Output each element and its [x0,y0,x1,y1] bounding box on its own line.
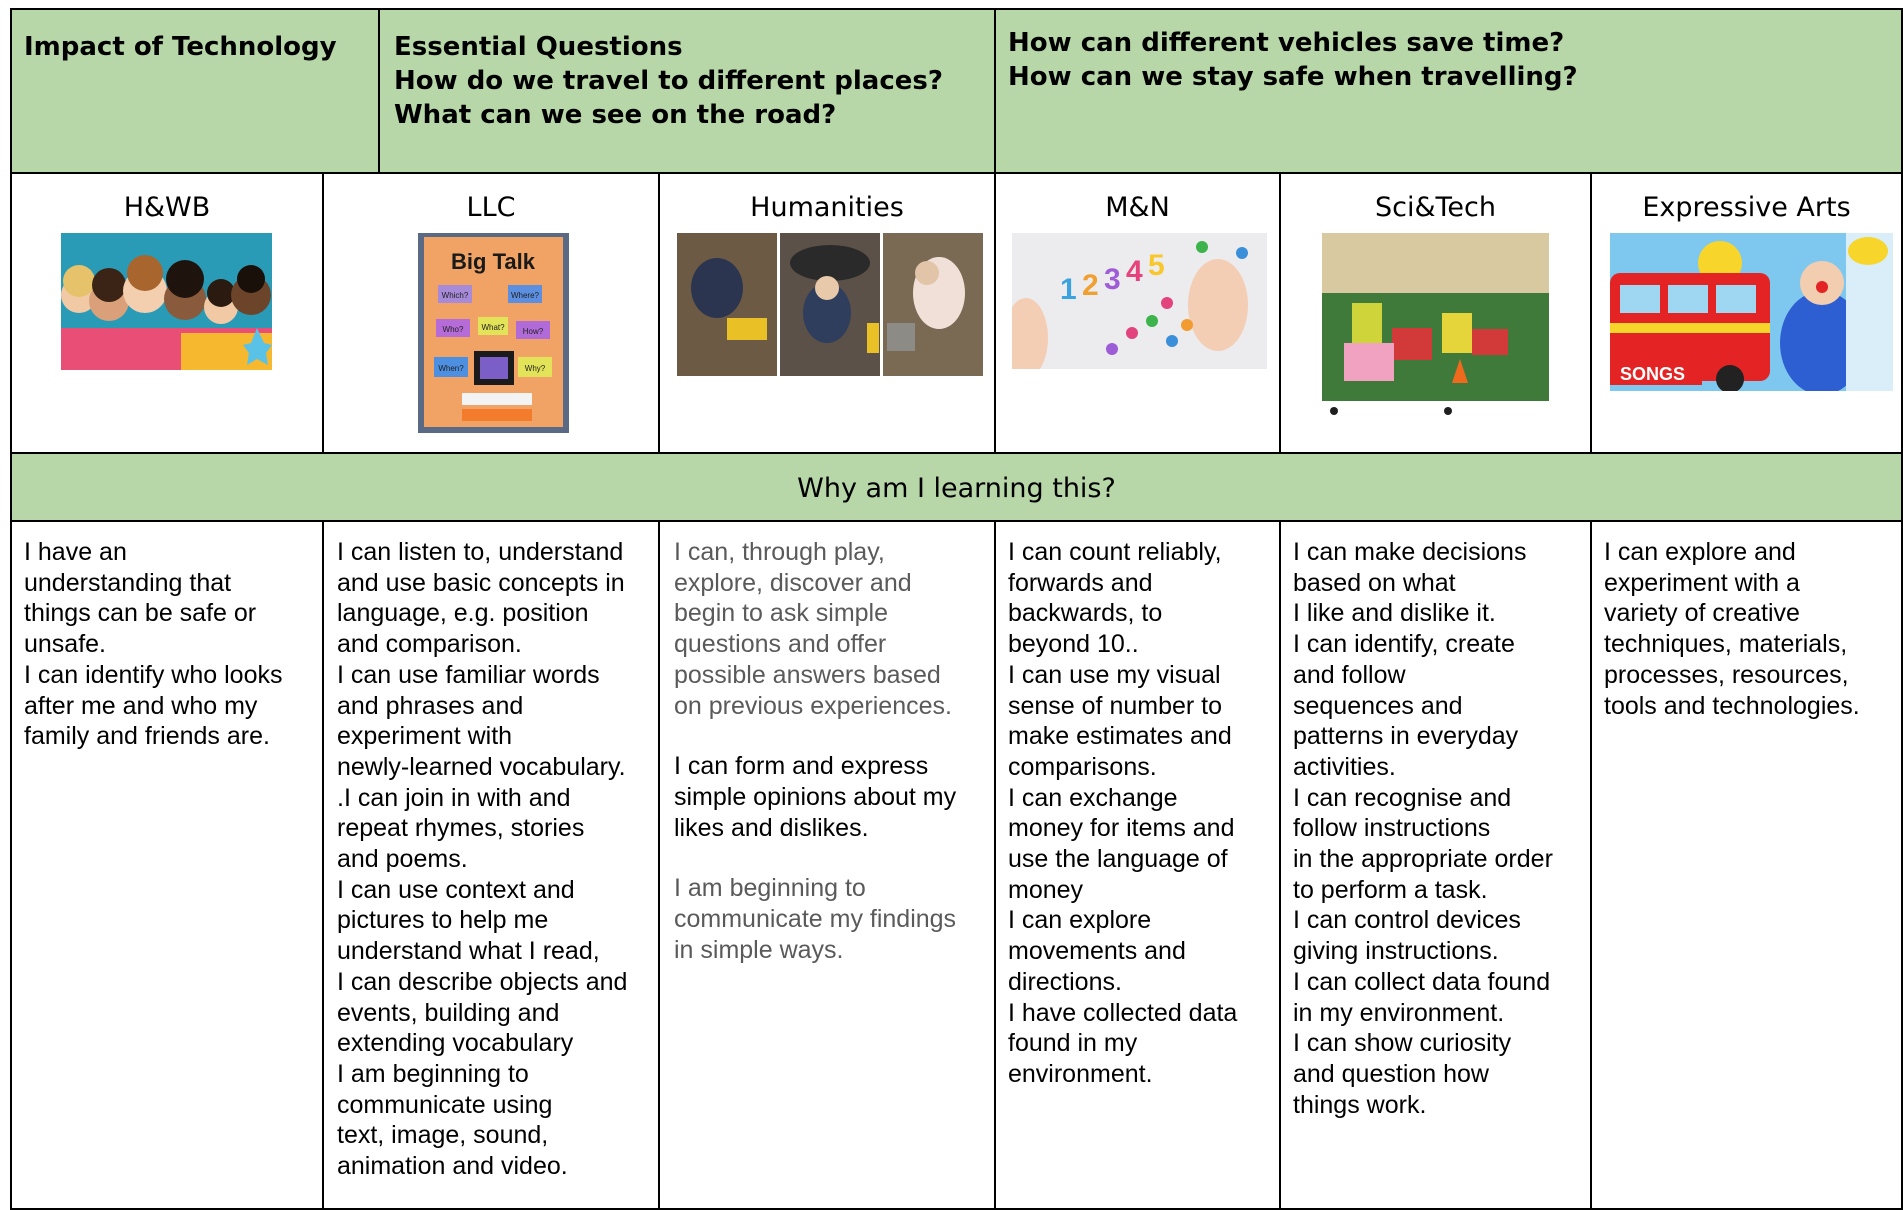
llc-line: I can listen to, understand [337,538,624,566]
scitech-line: I can collect data found [1293,967,1551,996]
humanities-line: communicate my findings [674,905,957,934]
hwb-line: I have an [24,538,127,566]
llc-line: text, image, sound, [337,1121,549,1150]
paragraph-gap [674,843,994,873]
essential-question-2: What can we see on the road? [394,100,837,130]
header-essential-questions-cell [378,8,996,174]
subject-cell-scitech [1279,172,1592,454]
expressive-line: variety of creative [1604,599,1800,628]
humanities-line: explore, discover and [674,568,912,597]
humanities-line: I can form and express [674,752,929,781]
mn-line: I can count reliably, [1008,538,1222,566]
hwb-line: after me and who my [24,691,258,720]
mn-line: money [1008,875,1084,904]
humanities-line: likes and dislikes. [674,813,869,842]
llc-line: and phrases and [337,691,524,720]
llc-line: and use basic concepts in [337,568,625,597]
scitech-line: I like and dislike it. [1293,599,1496,628]
number-blocks-photo [1012,233,1267,369]
scitech-line: follow instructions [1293,814,1491,843]
expressive-outcomes [1592,522,1901,721]
scitech-line: I can identify, create [1293,630,1515,659]
expressive-line: techniques, materials, [1604,630,1848,659]
expressive-line: tools and technologies. [1604,691,1860,720]
scitech-line: I can show curiosity [1293,1029,1512,1058]
paragraph-gap [674,721,994,751]
mn-line: directions. [1008,967,1122,996]
humanities-line: in simple ways. [674,935,844,964]
mr-tumble-songs-image [1610,233,1893,391]
card-how: How? [522,327,544,336]
llc-line: I can use familiar words [337,660,600,689]
llc-line: experiment with [337,722,513,751]
children-photo [61,233,272,370]
subject-title-mn: M&N [1105,192,1170,223]
children-playing-photos [677,233,983,376]
llc-line: newly-learned vocabulary. [337,752,626,781]
hwb-line: understanding that [24,568,232,597]
mn-outcomes [996,522,1279,1090]
hwb-line: things can be safe or [24,599,257,628]
content-cell-llc [322,520,660,1210]
card-who: Who? [442,325,464,334]
card-where: Where? [510,291,540,300]
expressive-line: processes, resources, [1604,660,1849,689]
card-when: When? [438,364,464,373]
llc-line: understand what I read, [337,937,600,966]
scitech-line: I can control devices [1293,906,1521,935]
scitech-line: to perform a task. [1293,875,1488,904]
llc-line: communicate using [337,1090,553,1119]
why-learning-label: Why am I learning this? [797,473,1116,504]
hwb-line: family and friends are. [24,722,270,751]
scitech-line: based on what [1293,568,1456,597]
essential-question-1: How do we travel to different places? [394,66,943,96]
question-vehicles: How can different vehicles save time? [1008,28,1565,58]
scitech-line: in my environment. [1293,998,1505,1027]
mn-line: backwards, to [1008,599,1163,628]
mn-line: I can exchange [1008,783,1178,812]
scitech-line: giving instructions. [1293,937,1499,966]
scitech-line: in the appropriate order [1293,845,1553,874]
mn-line: I can use my visual [1008,660,1221,689]
humanities-line: I can, through play, [674,538,885,566]
digit-2: 2 [1082,269,1099,302]
llc-line: animation and video. [337,1152,568,1181]
content-cell-mn [994,520,1281,1210]
content-cell-expressive-arts [1590,520,1903,1210]
scitech-line: and follow [1293,660,1406,689]
mn-line: forwards and [1008,568,1153,597]
humanities-line: possible answers based [674,660,941,689]
llc-line: events, building and [337,998,560,1027]
llc-line: and poems. [337,845,468,874]
humanities-line: on previous experiences. [674,691,952,720]
llc-line: and comparison. [337,630,522,659]
impact-title: Impact of Technology [24,32,337,62]
scitech-line: things work. [1293,1090,1427,1119]
subject-title-scitech: Sci&Tech [1374,192,1496,223]
card-why: Why? [524,364,546,373]
songs-label: SONGS [1620,364,1686,384]
llc-line: language, e.g. position [337,599,589,628]
llc-line: .I can join in with and [337,783,571,812]
scitech-line: activities. [1293,752,1396,781]
llc-line: I can use context and [337,875,575,904]
content-cell-hwb [10,520,324,1210]
hwb-line: unsafe. [24,630,107,659]
ride-on-cars-photo [1322,233,1549,421]
llc-line: pictures to help me [337,906,549,935]
card-what: What? [481,323,505,332]
llc-line: extending vocabulary [337,1029,574,1058]
big-talk-text: Big Talk [451,249,535,274]
mn-line: comparisons. [1008,752,1157,781]
llc-outcomes [324,522,658,1182]
humanities-line: begin to ask simple [674,599,889,628]
mn-line: make estimates and [1008,722,1232,751]
mn-line: found in my [1008,1029,1138,1058]
humanities-outcomes [660,522,994,965]
humanities-line: questions and offer [674,630,887,659]
scitech-line: patterns in everyday [1293,722,1519,751]
expressive-line: experiment with a [1604,568,1800,597]
big-talk-board-photo [418,233,569,433]
hwb-outcomes [12,522,322,752]
scitech-line: sequences and [1293,691,1463,720]
subject-title-hwb: H&WB [123,192,211,223]
digit-5: 5 [1148,249,1165,282]
content-cell-scitech [1279,520,1592,1210]
mn-line: sense of number to [1008,691,1223,720]
subject-cell-humanities [658,172,996,454]
subject-cell-hwb [10,172,324,454]
llc-line: I can describe objects and [337,967,628,996]
digit-3: 3 [1104,263,1121,296]
scitech-line: I can make decisions [1293,538,1527,566]
digit-1: 1 [1060,273,1077,306]
llc-line: I am beginning to [337,1059,529,1088]
subject-cell-llc [322,172,660,454]
hwb-line: I can identify who looks [24,660,283,689]
humanities-line: I am beginning to [674,874,866,903]
mn-line: use the language of [1008,845,1228,874]
scitech-line: and question how [1293,1059,1489,1088]
card-which: Which? [441,291,469,300]
llc-line: repeat rhymes, stories [337,814,585,843]
essential-questions-title: Essential Questions [394,32,683,62]
subject-title-humanities: Humanities [750,192,904,223]
content-cell-humanities [658,520,996,1210]
question-safety: How can we stay safe when travelling? [1008,62,1578,92]
mn-line: environment. [1008,1059,1153,1088]
scitech-outcomes [1281,522,1590,1120]
header-impact-cell [10,8,380,174]
subject-title-expressive-arts: Expressive Arts [1642,192,1851,223]
humanities-line: simple opinions about my [674,782,957,811]
mn-line: money for items and [1008,814,1235,843]
scitech-line: I can recognise and [1293,783,1512,812]
mn-line: movements and [1008,937,1186,966]
why-learning-banner [10,452,1903,522]
subject-title-llc: LLC [466,192,516,223]
mn-line: beyond 10.. [1008,630,1139,659]
mn-line: I can explore [1008,906,1152,935]
expressive-line: I can explore and [1604,538,1796,566]
subject-cell-expressive-arts [1590,172,1903,454]
header-more-questions-cell [994,8,1903,174]
mn-line: I have collected data [1008,998,1238,1027]
digit-4: 4 [1126,255,1143,288]
subject-cell-mn [994,172,1281,454]
